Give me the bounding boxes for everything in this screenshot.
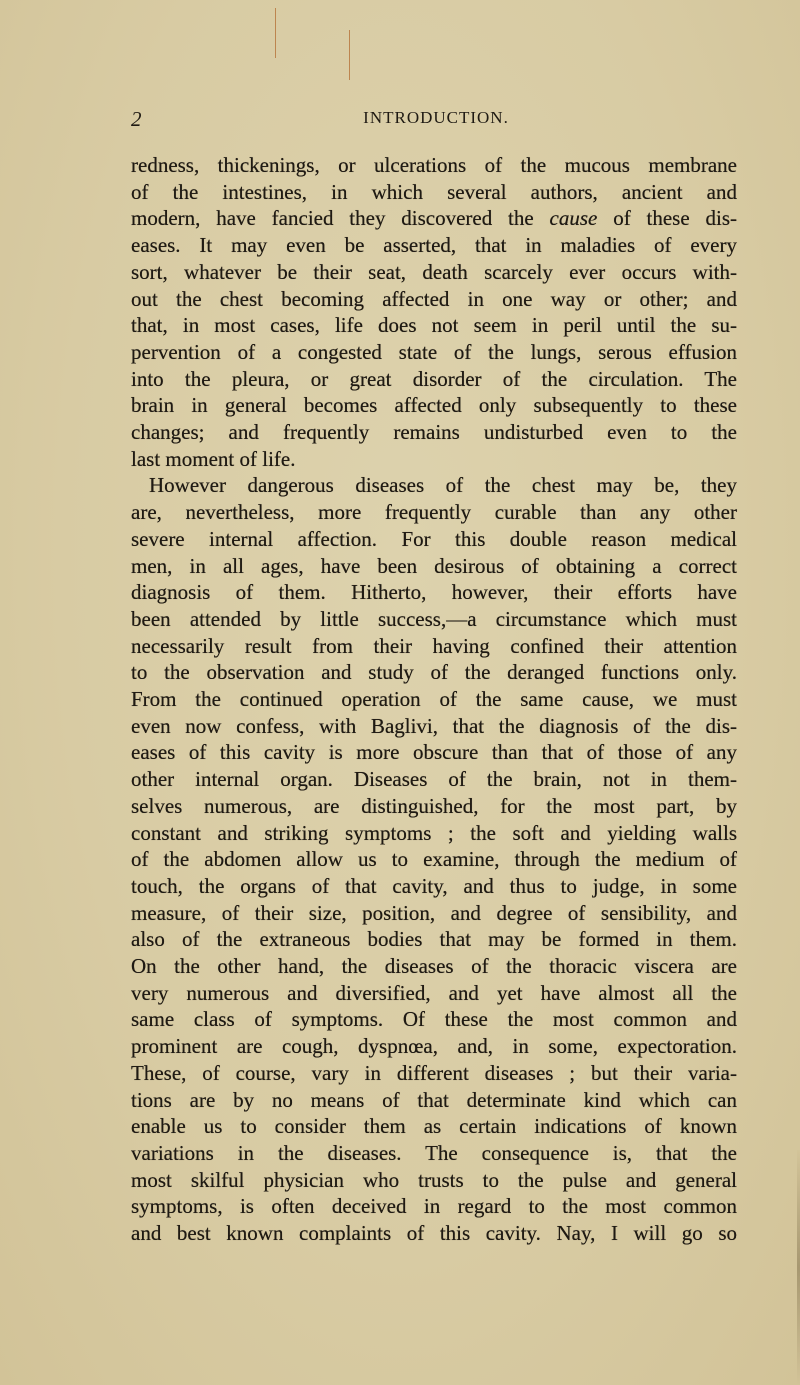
text-line: that, in most cases, life does not seem in peril until the su- [131,313,737,338]
text-line: constant and striking symptoms ; the soft and yielding walls [131,820,737,845]
binding-mark [275,8,276,58]
text-line: sort, whatever be their seat, death scarcely ever occurs with- [131,259,737,284]
text-line: brain in general becomes affected only subsequently to these [131,393,737,418]
text-line: measure, of their size, position, and degree of sensibility, and [131,900,737,925]
text-line: variations in the diseases. The consequence is, that the [131,1140,737,1165]
text-line [131,205,737,232]
text-line: prominent are cough, dyspnœa, and, in some, expectoration. [131,1034,737,1059]
text-segment: of these dis- [597,206,737,231]
text-line: selves numerous, are distinguished, for the most part, by [131,793,737,818]
text-line: very numerous and diversified, and yet have almost all the [131,980,737,1005]
text-line: touch, the organs of that cavity, and thus to judge, in some [131,873,737,898]
text-line: These, of course, vary in different diseases ; but their varia- [131,1060,737,1085]
text-line: From the continued operation of the same cause, we must [131,687,737,711]
text-line: However dangerous diseases of the chest may be, they [149,473,737,498]
text-line: symptoms, is often deceived in regard to the most common [131,1194,737,1219]
page-number: 2 [131,107,142,131]
text-line: and best known complaints of this cavity. Nay, I will go so [131,1221,737,1245]
binding-mark [349,30,350,80]
text-line: men, in all ages, have been desirous of obtaining a correct [131,553,737,578]
running-title: INTRODUCTION. [363,108,509,127]
text-line: necessarily result from their having confined their attention [131,633,737,658]
text-line: been attended by little success,—a circumstance which must [131,606,737,631]
text-line: redness, thickenings, or ulcerations of the mucous membrane [131,153,737,177]
text-line: diagnosis of them. Hitherto, however, their efforts have [131,580,737,605]
text-line: same class of symptoms. Of these the most common and [131,1007,737,1032]
text-segment: modern, have fancied they discovered the [131,206,550,231]
text-line: into the pleura, or great disorder of the circulation. The [131,366,737,391]
text-line: On the other hand, the diseases of the thoracic viscera are [131,954,737,978]
text-line: eases of this cavity is more obscure than that of those of any [131,740,737,765]
text-line: changes; and frequently remains undisturbed even to the [131,420,737,444]
text-line: eases. It may even be asserted, that in maladies of every [131,233,737,258]
text-line: to the observation and study of the deranged functions only. [131,660,737,685]
text-line: also of the extraneous bodies that may be formed in them. [131,927,737,952]
text-line: out the chest becoming affected in one way or other; and [131,286,737,311]
text-line: severe internal affection. For this double reason medical [131,526,737,551]
text-line: of the intestines, in which several authors, ancient and [131,179,737,204]
text-line: tions are by no means of that determinate kind which can [131,1087,737,1112]
text-line: most skilful physician who trusts to the pulse and general [131,1167,737,1192]
text-line: other internal organ. Diseases of the brain, not in them- [131,767,737,792]
text-line: enable us to consider them as certain indications of known [131,1114,737,1139]
text-line: last moment of life. [131,446,296,471]
italic-word: cause [549,206,598,231]
text-line: even now confess, with Baglivi, that the diagnosis of the dis- [131,713,737,738]
text-line: pervention of a congested state of the lungs, serous effusion [131,339,737,364]
text-line: of the abdomen allow us to examine, through the medium of [131,847,737,872]
text-line: are, nevertheless, more frequently curable than any other [131,500,737,525]
